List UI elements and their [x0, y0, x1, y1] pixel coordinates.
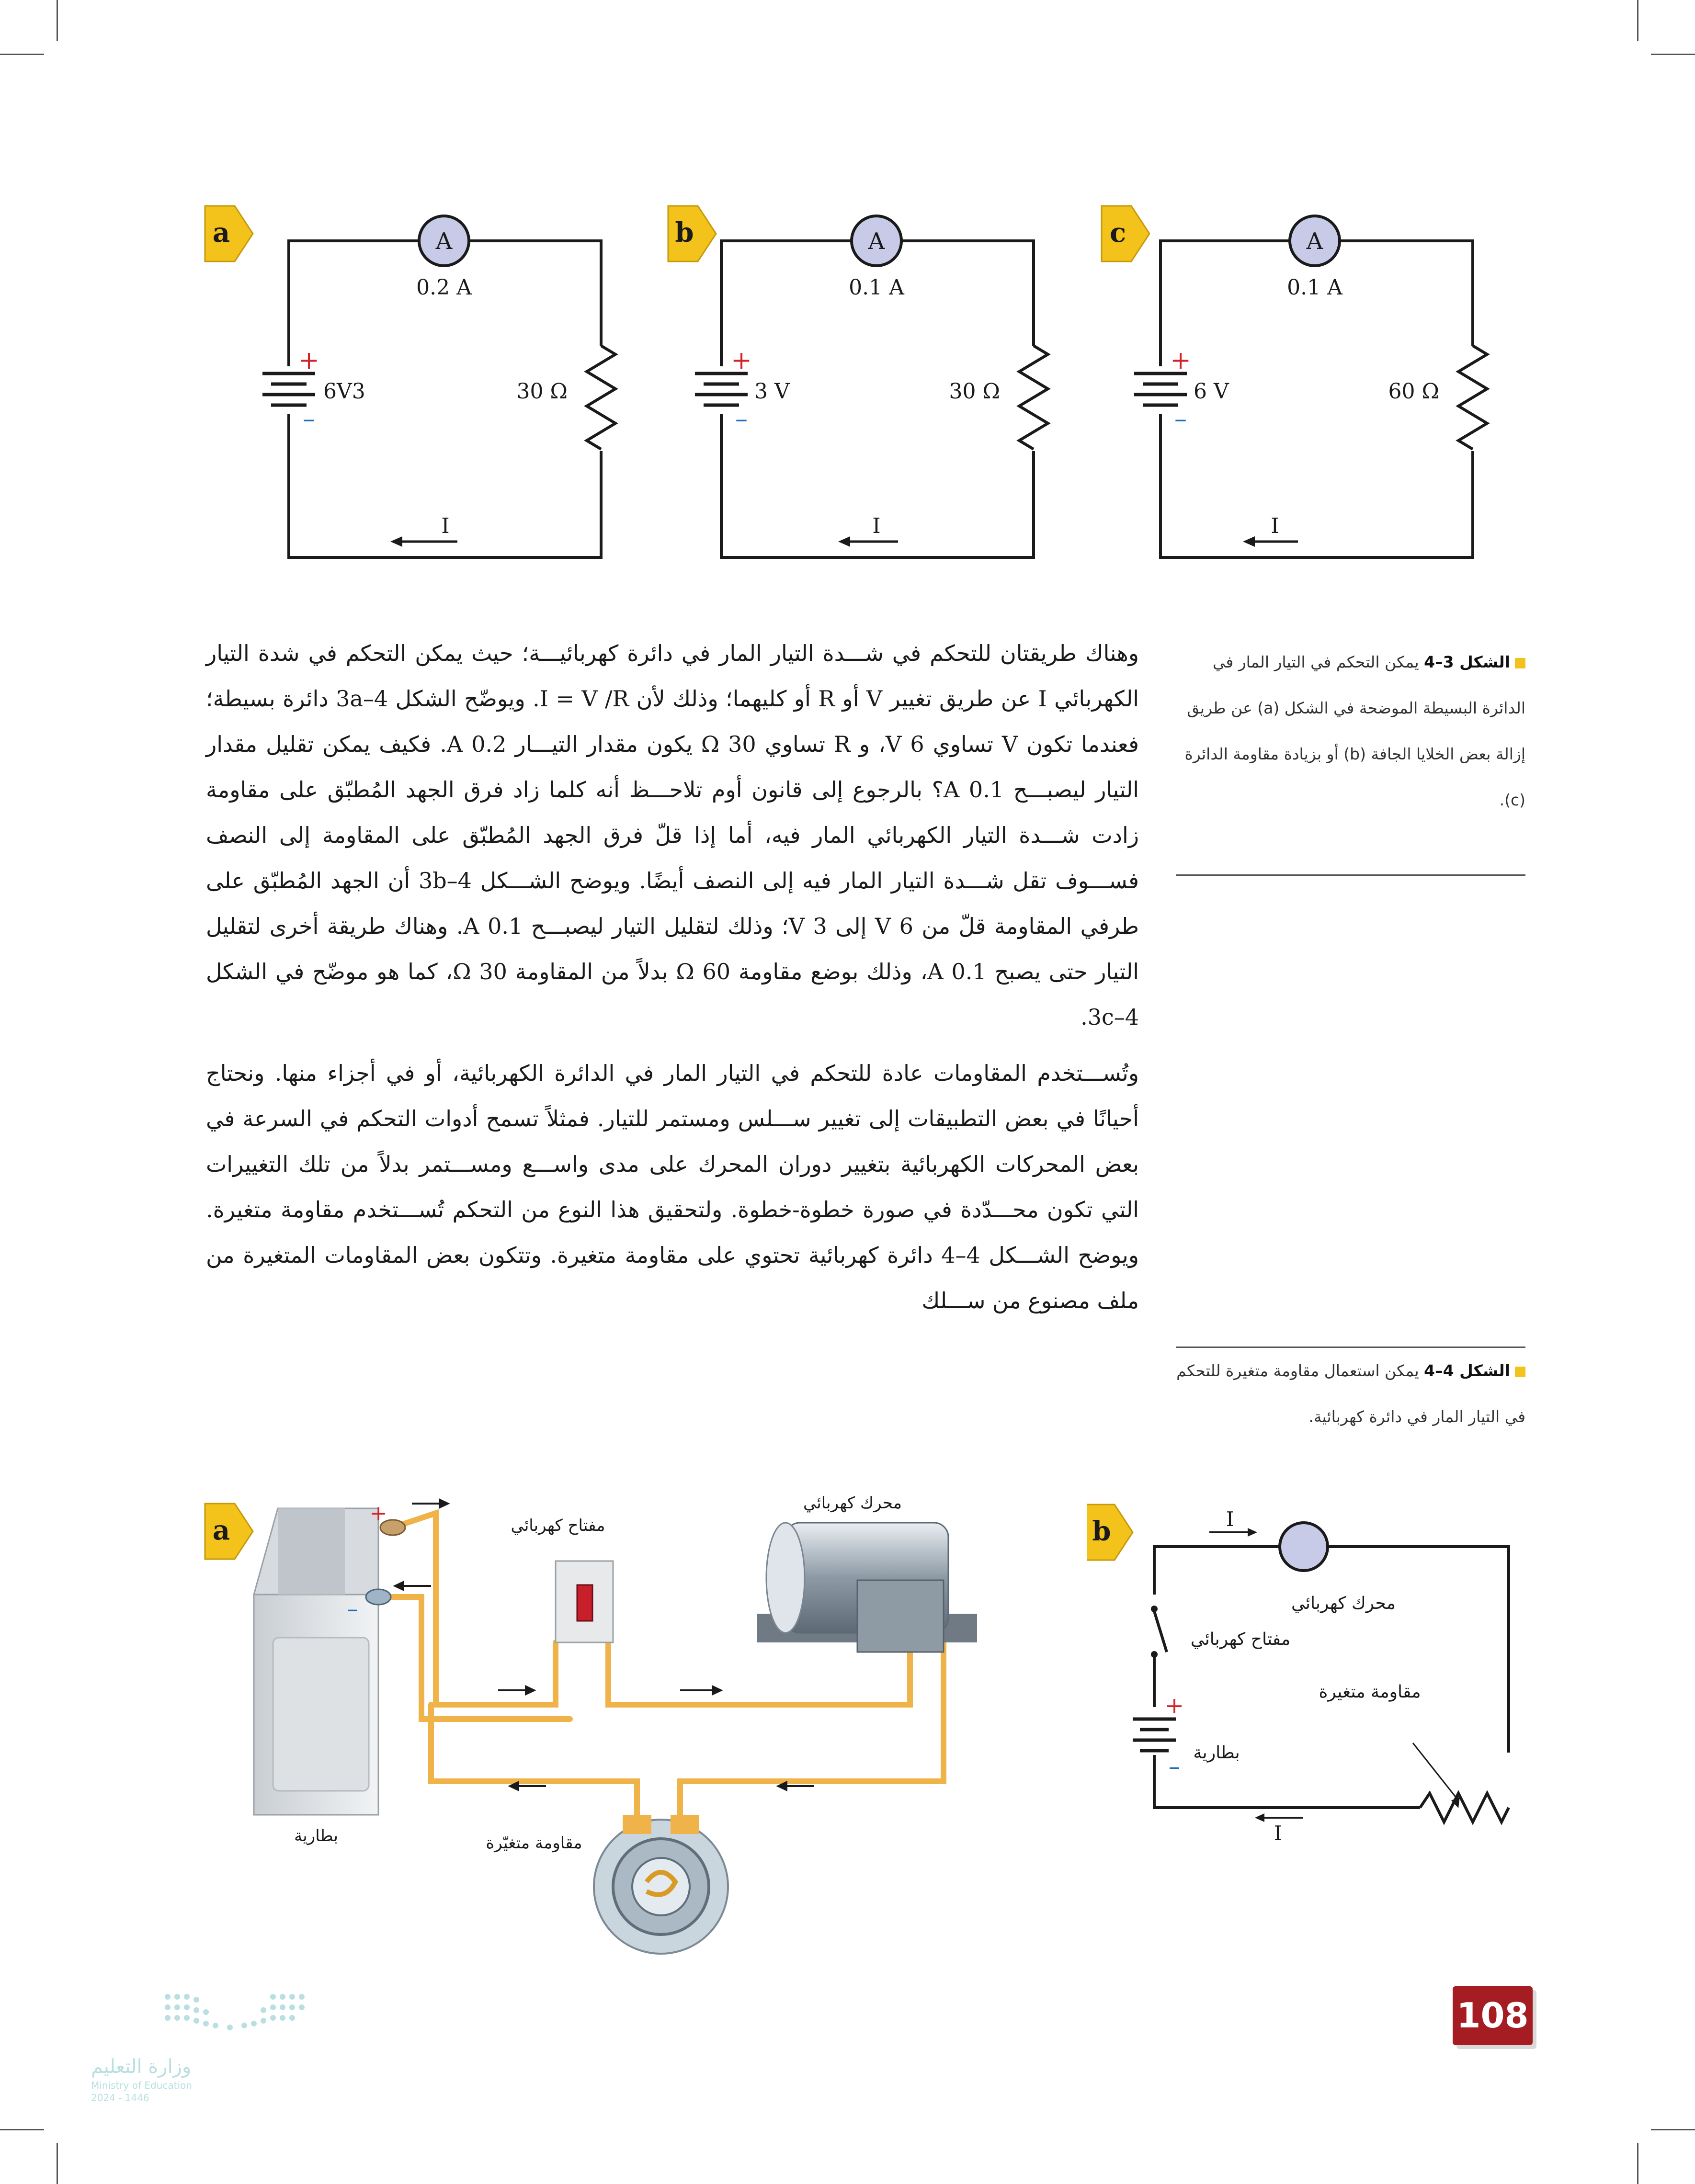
- caption-label: الشكل 4–4: [1424, 1361, 1510, 1380]
- caption-text: يمكن استعمال مقاومة متغيرة للتحكم في التيار المار في دائرة كهربائية.: [1176, 1361, 1525, 1426]
- current-value: 0.1 A: [1287, 275, 1342, 300]
- crop-mark: [57, 2143, 58, 2184]
- panel-tag-c: [1102, 206, 1149, 261]
- caption-label: الشكل 3–4: [1424, 653, 1510, 671]
- current-label-top: I: [1226, 1507, 1234, 1531]
- battery-illustration: [254, 1501, 405, 1815]
- motor-illustration: [757, 1523, 977, 1652]
- minus-sign: –: [1169, 1753, 1180, 1780]
- figure-4b-schematic: [1087, 1494, 1528, 1858]
- panel-tag-b: [668, 206, 716, 261]
- panel-tag-a: [205, 1504, 253, 1559]
- current-arrow-label: I: [872, 514, 881, 538]
- crop-mark: [0, 2129, 44, 2130]
- current-label-bottom: I: [1274, 1822, 1282, 1845]
- current-arrow-label: I: [1271, 514, 1279, 538]
- svg-text:a: a: [212, 1515, 230, 1546]
- caption-marker-icon: [1515, 658, 1525, 668]
- plus-sign: +: [369, 1501, 387, 1526]
- svg-text:b: b: [675, 217, 694, 249]
- crop-mark: [0, 54, 44, 55]
- battery-label: بطارية: [1193, 1743, 1240, 1763]
- switch-illustration: [556, 1561, 613, 1642]
- rheostat-illustration: [594, 1815, 728, 1954]
- figure-3-caption: [1176, 639, 1525, 823]
- minus-sign: –: [347, 1597, 358, 1621]
- caption-rule: [1176, 874, 1525, 876]
- ammeter-label: A: [435, 228, 453, 255]
- crop-mark: [1651, 2129, 1695, 2130]
- minus-sign: –: [1174, 405, 1187, 433]
- circuit-b: [691, 216, 1050, 557]
- caption-marker-icon: [1515, 1367, 1525, 1377]
- minus-sign: –: [303, 405, 315, 433]
- body-text: [206, 631, 1139, 1334]
- resistance-value: 60 Ω: [1388, 379, 1439, 404]
- paragraph: وهناك طريقتان للتحكم في شـــدة التيار المار في دائرة كهربائيـــة؛ حيث يمكن التحكم في شدة التيار الكهربائي I عن طريق تغيير V أو R أو كليهما؛ وذلك لأن I = V /R. ويوضّح الشكل 3a–4 دائرة بسيطة؛ فعندما تكون V تساوي 6 V، و R تساوي 30 Ω يكون مقدار التيـــار 0.2 A. فكيف يمكن تقليل مقدار التيار ليصبـــح 0.1 A؟ بالرجوع إلى قانون أوم تلاحـــظ أنه كلما زاد فرق الجهد المُطبّق على مقاومة زادت شـــدة التيار الكهربائي المار فيه، أما إذا قلّ فرق الجهد المُطبّق على المقاومة إلى النصف فســـوف تقل شـــدة التيار المار فيه إلى النصف أيضًا. ويوضح الشـــكل 3b–4 أن الجهد المُطبّق على طرفي المقاومة قلّ من 6 V إلى 3 V؛ وذلك لتقليل التيار ليصبـــح 0.1 A. وهناك طريقة أخرى لتقليل التيار حتى يصبح 0.1 A، وذلك بوضع مقاومة 60 Ω بدلاً من المقاومة 30 Ω، كما هو موضّح في الشكل 3c–4.: [206, 640, 1139, 1030]
- paragraph: وتُســـتخدم المقاومات عادة للتحكم في التيار المار في الدائرة الكهربائية، أو في أجزاء منها. ونحتاج أحيانًا في بعض التطبيقات إلى تغيير ســـلس ومستمر للتيار. فمثلاً تسمح أدوات التحكم في السرعة في بعض المحركات الكهربائية بتغيير دوران المحرك على مدى واســـع ومســـتمر بدلاً من تلك التغييرات التي تكون محـــدّدة في صورة خطوة-خطوة. ولتحقيق هذا النوع من التحكم تُســـتخدم مقاومة متغيرة. ويوضح الشـــكل 4–4 دائرة كهربائية تحتوي على مقاومة متغيرة. وتتكون بعض المقاومات المتغيرة من ملف مصنوع من ســـلك: [206, 1060, 1139, 1313]
- rheostat-label: مقاومة متغيرة: [1319, 1682, 1421, 1702]
- crop-mark: [1637, 2143, 1638, 2184]
- battery-label: بطارية: [294, 1826, 338, 1845]
- ministry-name-en: Ministry of Education: [91, 2080, 192, 2091]
- figure-4-caption: [1176, 1348, 1525, 1440]
- svg-text:c: c: [1109, 217, 1126, 249]
- current-value: 0.2 A: [416, 275, 472, 300]
- crop-mark: [57, 0, 58, 41]
- current-value: 0.1 A: [849, 275, 904, 300]
- current-arrow-label: I: [441, 514, 450, 538]
- resistance-value: 30 Ω: [949, 379, 1000, 404]
- panel-tag-a: [205, 206, 253, 261]
- voltage-value: 6V3: [323, 379, 365, 404]
- switch-label: مفتاح كهربائي: [511, 1516, 605, 1535]
- motor-label: محرك كهربائي: [803, 1494, 902, 1513]
- page-number: 108: [1453, 1986, 1533, 2045]
- ammeter-label: A: [1306, 228, 1323, 255]
- minus-sign: –: [735, 405, 748, 433]
- resistance-value: 30 Ω: [516, 379, 568, 404]
- voltage-value: 6 V: [1194, 379, 1229, 404]
- plus-sign: +: [298, 346, 319, 375]
- ministry-logo-icon: [158, 1987, 316, 2040]
- plus-sign: +: [1170, 346, 1191, 375]
- plus-sign: +: [731, 346, 752, 375]
- figure-4a-pictorial-circuit: [182, 1475, 1044, 1982]
- panel-tag-b: [1087, 1505, 1133, 1560]
- ammeter-label: A: [868, 228, 885, 255]
- crop-mark: [1637, 0, 1638, 41]
- plus-sign: +: [1164, 1692, 1184, 1719]
- circuit-a: [259, 216, 618, 557]
- caption-text: يمكن التحكم في التيار المار في الدائرة البسيطة الموضحة في الشكل (a) عن طريق إزالة بعض الخلايا الجافة (b) أو بزيادة مقاومة الدائرة (c).: [1184, 653, 1525, 809]
- rheostat-label: مقاومة متغيّرة: [486, 1833, 582, 1853]
- voltage-value: 3 V: [754, 379, 790, 404]
- ministry-name: وزارة التعليم: [91, 2056, 192, 2078]
- ministry-watermark: [91, 2054, 254, 2104]
- motor-label: محرك كهربائي: [1291, 1594, 1396, 1613]
- switch-label: مفتاح كهربائي: [1190, 1630, 1291, 1649]
- svg-text:a: a: [212, 217, 230, 249]
- ministry-year: 2024 - 1446: [91, 2092, 149, 2104]
- svg-text:b: b: [1092, 1516, 1111, 1547]
- figure-3-circuits: [0, 192, 1695, 575]
- circuit-c: [1130, 216, 1490, 557]
- crop-mark: [1651, 54, 1695, 55]
